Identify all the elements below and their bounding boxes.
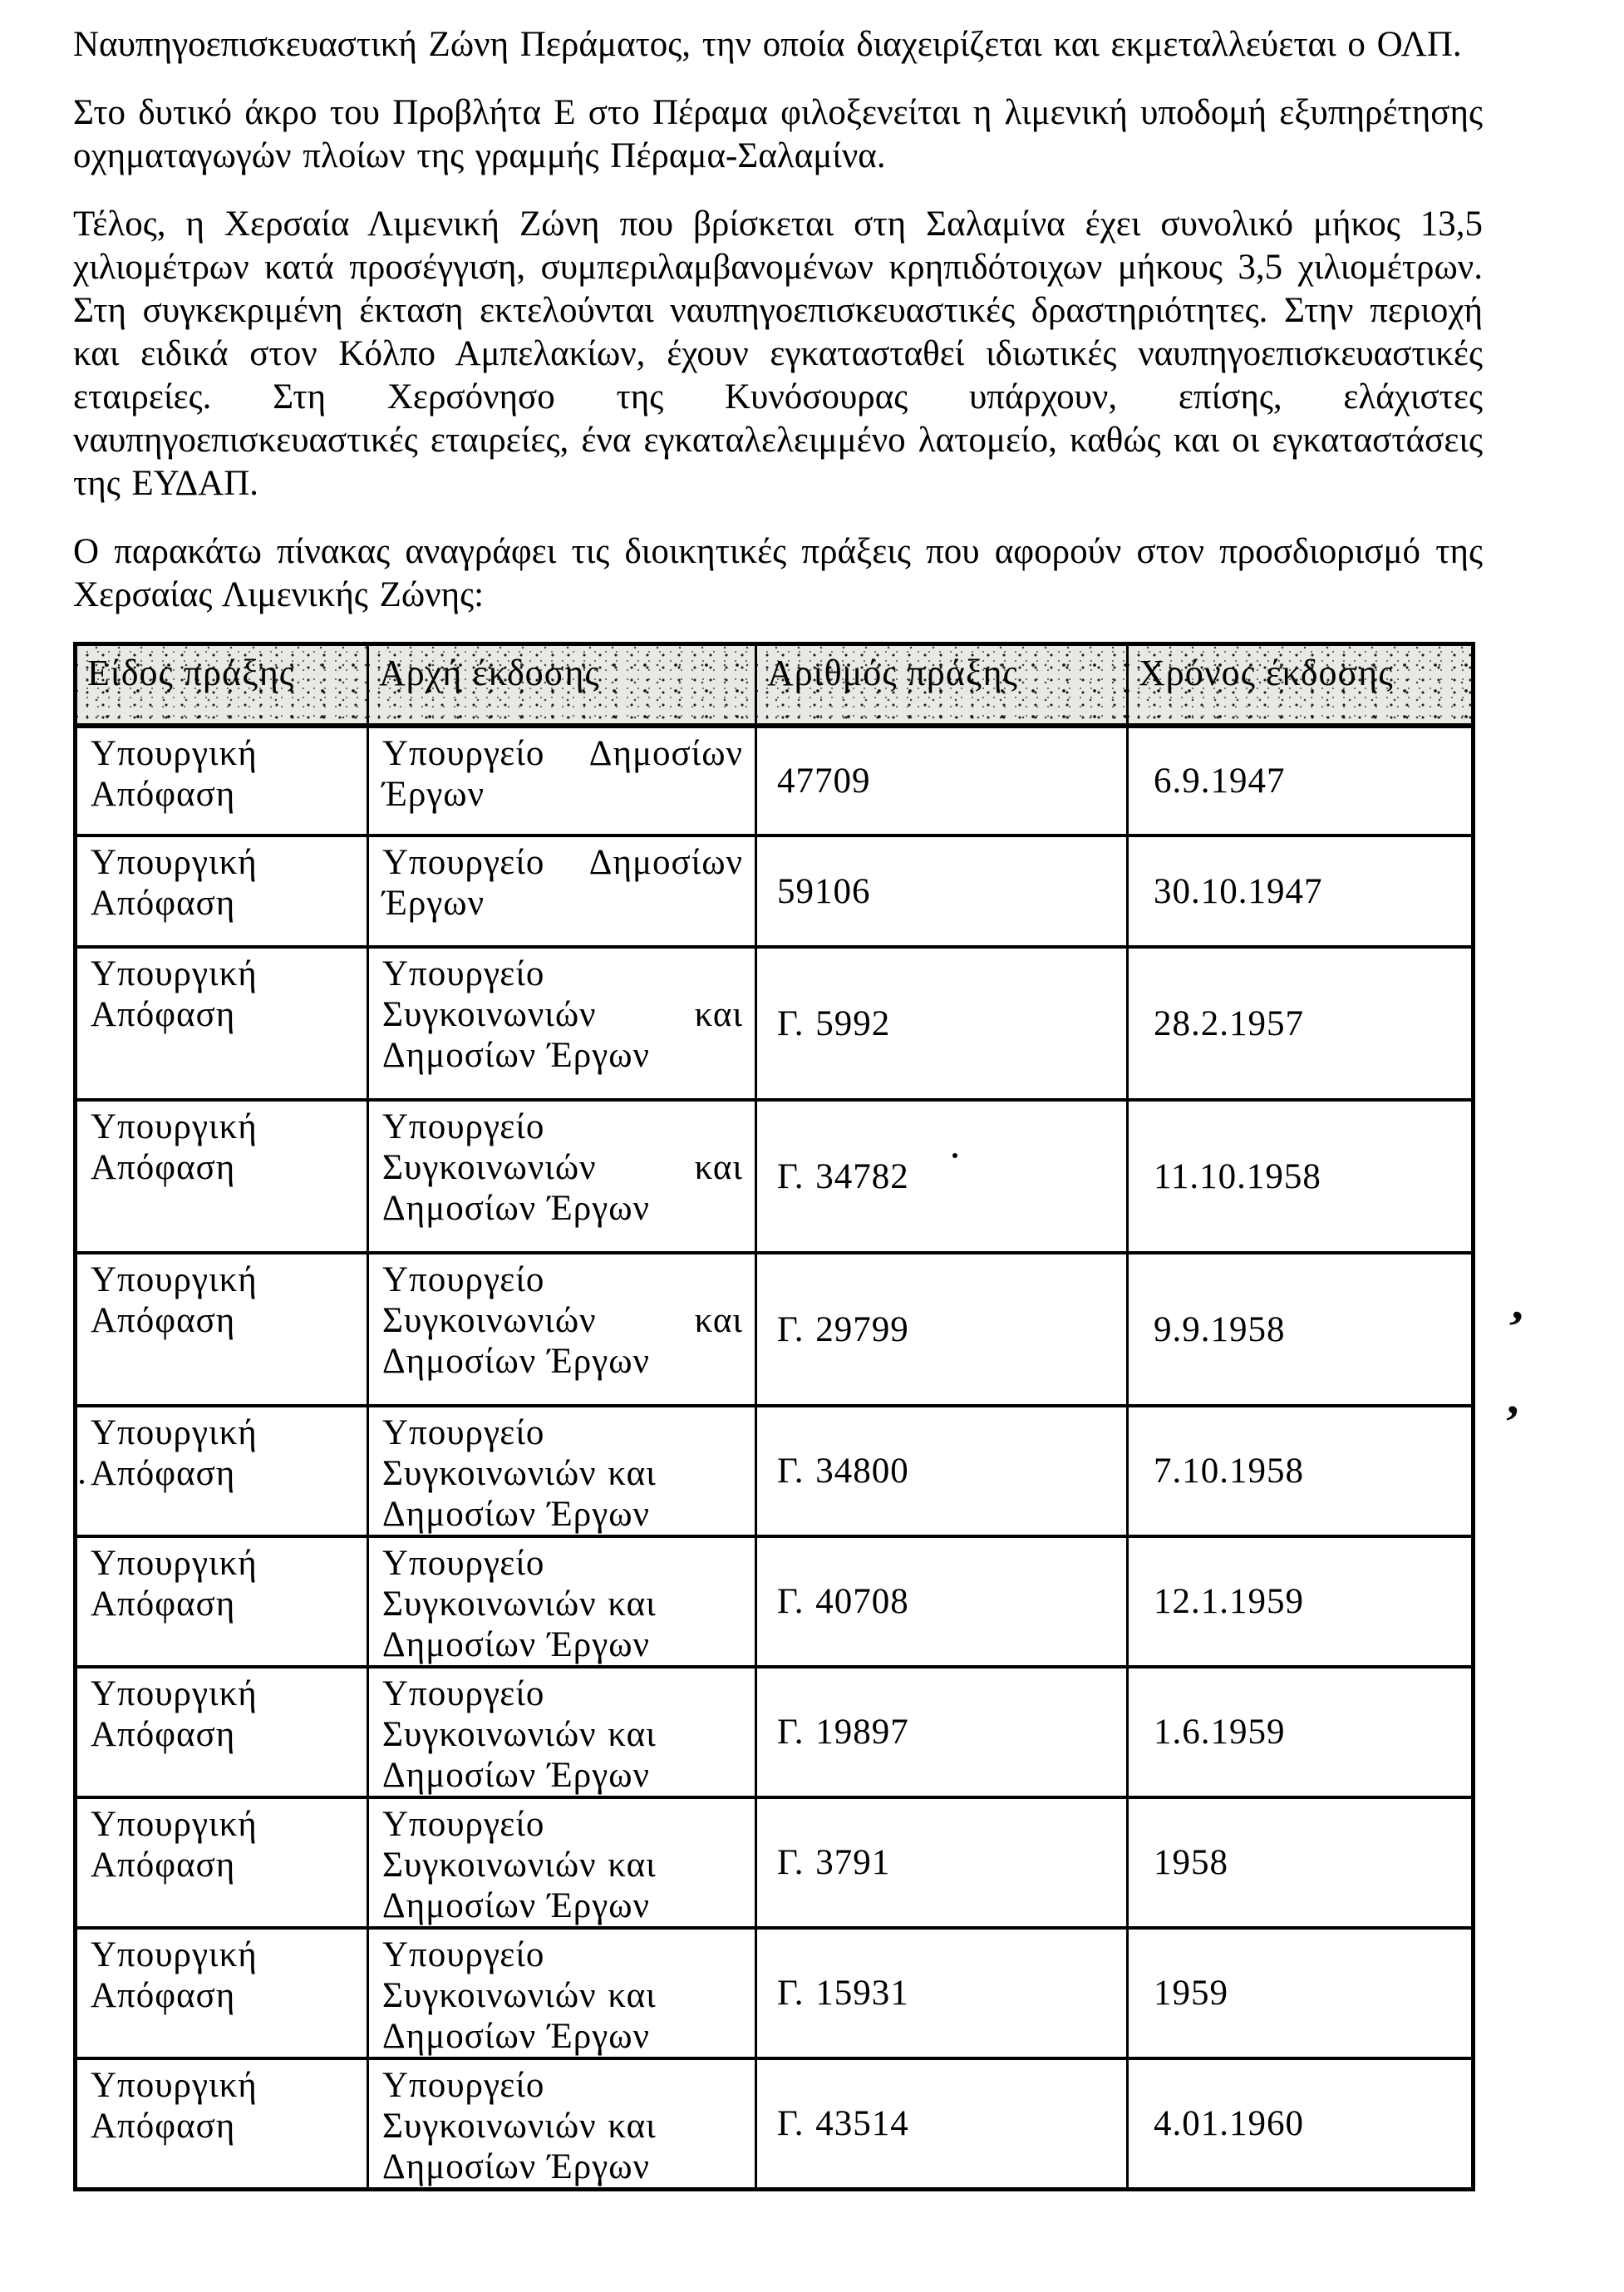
- issuing-authority-cell: Υπουργείο Συγκοινωνιών και Δημοσίων Έργων: [368, 1253, 756, 1406]
- act-number-cell: Γ. 40708: [756, 1536, 1128, 1667]
- table-header-row: [76, 644, 1474, 727]
- issue-date-cell: 28.2.1957: [1128, 947, 1474, 1100]
- table-row: [76, 1928, 1474, 2058]
- scan-artifact-mark: ,: [1505, 1369, 1522, 1425]
- table-row: [76, 726, 1474, 835]
- table-row: [76, 947, 1474, 1100]
- act-number-cell: 47709: [756, 726, 1128, 835]
- header-issue-date: Χρόνος έκδοσης: [1128, 644, 1474, 727]
- issue-date-cell: 1958: [1128, 1797, 1474, 1928]
- table-row: [76, 1100, 1474, 1253]
- issue-date-cell: 1.6.1959: [1128, 1667, 1474, 1797]
- act-type-cell: Υπουργική Απόφαση: [76, 726, 368, 835]
- scan-artifact-dot: [952, 1153, 957, 1158]
- issue-date-cell: 12.1.1959: [1128, 1536, 1474, 1667]
- issuing-authority-cell: Υπουργείο Συγκοινωνιών και Δημοσίων Έργων: [368, 1797, 756, 1928]
- issuing-authority-cell: Υπουργείο Συγκοινωνιών και Δημοσίων Έργων: [368, 1100, 756, 1253]
- act-type-cell: Υπουργική Απόφαση: [76, 835, 368, 947]
- act-type-cell: Υπουργική Απόφαση: [76, 1253, 368, 1406]
- decisions-table: [73, 642, 1475, 2191]
- act-type-cell: Υπουργική Απόφαση: [76, 1536, 368, 1667]
- act-type-cell: Υπουργική Απόφαση: [76, 1928, 368, 2058]
- paragraph-table-intro: Ο παρακάτω πίνακας αναγράφει τις διοικητικές πράξεις που αφορούν στον προσδιορισμό της Χερσαίας Λιμενικής Ζώνης:: [73, 532, 1483, 614]
- table-row: [76, 1536, 1474, 1667]
- table-row: [76, 1667, 1474, 1797]
- paragraph-perama-zone: Ναυπηγοεπισκευαστική Ζώνη Περάματος, την οποία διαχειρίζεται και εκμεταλλεύεται ο ΟΛΠ.: [73, 25, 1462, 64]
- table-row: [76, 1797, 1474, 1928]
- act-type-cell: Υπουργική Απόφαση: [76, 947, 368, 1100]
- act-type-cell: Υπουργική Απόφαση: [76, 1667, 368, 1797]
- act-number-cell: Γ. 43514: [756, 2058, 1128, 2190]
- issue-date-cell: 1959: [1128, 1928, 1474, 2058]
- act-number-cell: Γ. 15931: [756, 1928, 1128, 2058]
- header-act-number: Αριθμός πράξης: [756, 644, 1128, 727]
- scan-artifact-dot: [80, 1480, 84, 1484]
- table-row: [76, 835, 1474, 947]
- header-act-type: Είδος πράξης: [76, 644, 368, 727]
- table-row: [76, 1253, 1474, 1406]
- table-row: [76, 2058, 1474, 2190]
- act-type-cell: Υπουργική Απόφαση: [76, 1406, 368, 1536]
- issue-date-cell: 9.9.1958: [1128, 1253, 1474, 1406]
- act-type-cell: Υπουργική Απόφαση: [76, 2058, 368, 2190]
- issue-date-cell: 6.9.1947: [1128, 726, 1474, 835]
- act-number-cell: Γ. 34800: [756, 1406, 1128, 1536]
- act-number-cell: Γ. 5992: [756, 947, 1128, 1100]
- issuing-authority-cell: Υπουργείο Δημοσίων Έργων: [368, 835, 756, 947]
- act-number-cell: Γ. 3791: [756, 1797, 1128, 1928]
- issuing-authority-cell: Υπουργείο Συγκοινωνιών και Δημοσίων Έργων: [368, 1536, 756, 1667]
- issuing-authority-cell: Υπουργείο Συγκοινωνιών και Δημοσίων Έργων: [368, 1928, 756, 2058]
- paragraph-salamina-zone: Τέλος, η Χερσαία Λιμενική Ζώνη που βρίσκεται στη Σαλαμίνα έχει συνολικό μήκος 13,5 χιλιομέτρων κατά προσέγγιση, συμπεριλαμβανομένων κρηπιδότοιχων μήκους 3,5 χιλιομέτρων. Στη συγκεκριμένη έκταση εκτελούνται ναυπηγοεπισκευαστικές δραστηριότητες. Στην περιοχή και ειδικά στον Κόλπο Αμπελακίων, έχουν εγκατασταθεί ιδιωτικές ναυπηγοεπισκευαστικές εταιρείες. Στη Χερσόνησο της Κυνόσουρας υπάρχουν, επίσης, ελάχιστες ναυπηγοεπισκευαστικές εταιρείες, ένα εγκαταλελειμμένο λατομείο, καθώς και οι εγκαταστάσεις της ΕΥΔΑΠ.: [73, 205, 1483, 503]
- act-number-cell: Γ. 34782: [756, 1100, 1128, 1253]
- document-page: [73, 23, 1483, 2191]
- issue-date-cell: 7.10.1958: [1128, 1406, 1474, 1536]
- decisions-table-body: [76, 726, 1474, 2190]
- act-number-cell: 59106: [756, 835, 1128, 947]
- act-number-cell: Γ. 19897: [756, 1667, 1128, 1797]
- act-type-cell: Υπουργική Απόφαση: [76, 1100, 368, 1253]
- issue-date-cell: 30.10.1947: [1128, 835, 1474, 947]
- table-row: [76, 1406, 1474, 1536]
- scan-artifact-mark: ’: [1499, 1299, 1529, 1356]
- paragraph-pier-e: Στο δυτικό άκρο του Προβλήτα Ε στο Πέραμα φιλοξενείται η λιμενική υποδομή εξυπηρέτησης οχηματαγωγών πλοίων της γραμμής Πέραμα-Σαλαμίνα.: [73, 93, 1483, 175]
- issuing-authority-cell: Υπουργείο Συγκοινωνιών και Δημοσίων Έργων: [368, 2058, 756, 2190]
- issuing-authority-cell: Υπουργείο Συγκοινωνιών και Δημοσίων Έργων: [368, 1667, 756, 1797]
- act-number-cell: Γ. 29799: [756, 1253, 1128, 1406]
- issuing-authority-cell: Υπουργείο Δημοσίων Έργων: [368, 726, 756, 835]
- act-type-cell: Υπουργική Απόφαση: [76, 1797, 368, 1928]
- issue-date-cell: 11.10.1958: [1128, 1100, 1474, 1253]
- issuing-authority-cell: Υπουργείο Συγκοινωνιών και Δημοσίων Έργων: [368, 1406, 756, 1536]
- header-issuing-authority: Αρχή έκδοσης: [368, 644, 756, 727]
- issue-date-cell: 4.01.1960: [1128, 2058, 1474, 2190]
- issuing-authority-cell: Υπουργείο Συγκοινωνιών και Δημοσίων Έργων: [368, 947, 756, 1100]
